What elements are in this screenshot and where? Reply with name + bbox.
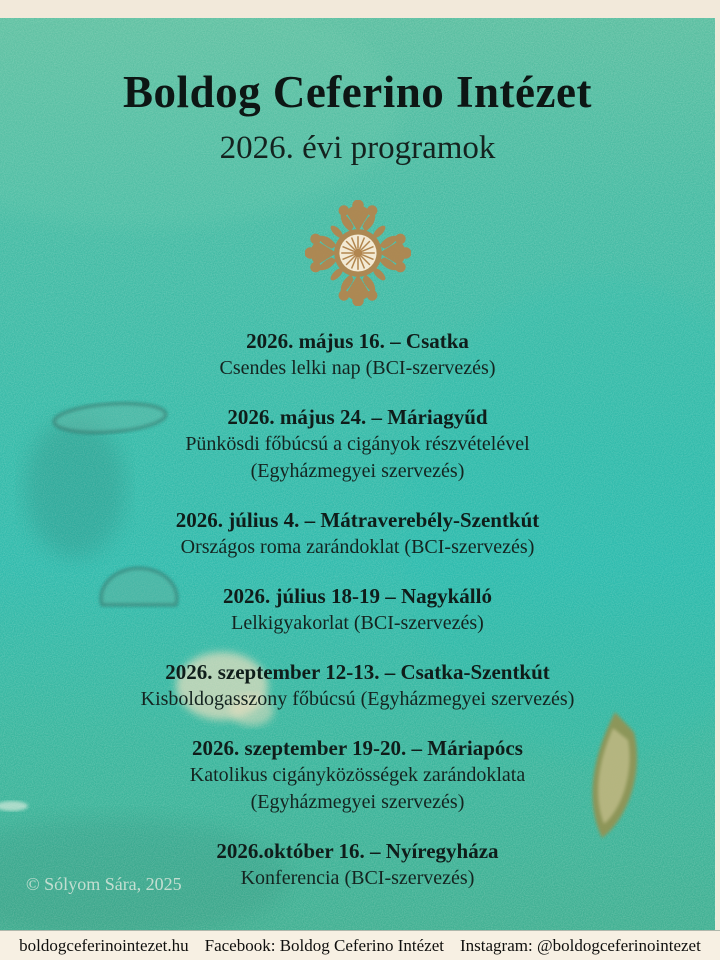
event-list — [0, 328, 715, 892]
event-item — [190, 735, 525, 816]
event-description-line: (Egyházmegyei szervezés) — [250, 791, 465, 813]
footer-instagram: Instagram: @boldogceferinointezet — [460, 935, 701, 955]
romani-wheel-cross-icon — [305, 200, 411, 306]
event-item — [185, 404, 529, 485]
event-date-heading: 2026. július 18-19 – Nagykálló — [223, 584, 492, 608]
event-date-heading: 2026. május 16. – Csatka — [246, 329, 469, 353]
event-item — [223, 583, 492, 637]
cross-emblem — [0, 200, 715, 311]
event-item — [219, 328, 495, 382]
event-description-line: Lelkigyakorlat (BCI-szervezés) — [231, 612, 484, 634]
event-item — [141, 659, 575, 713]
event-item — [176, 507, 540, 561]
event-description-line: (Egyházmegyei szervezés) — [250, 460, 465, 482]
event-description-line: Országos roma zarándoklat (BCI-szervezés) — [180, 536, 535, 558]
event-description-line: Konferencia (BCI-szervezés) — [240, 867, 475, 889]
event-date-heading: 2026. szeptember 19-20. – Máriapócs — [192, 736, 523, 760]
event-date-heading: 2026. július 4. – Mátraverebély-Szentkút — [175, 508, 540, 532]
event-description-line: Kisboldogasszony főbúcsú (Egyházmegyei szervezés) — [140, 688, 575, 710]
footer-facebook: Facebook: Boldog Ceferino Intézet — [204, 935, 444, 955]
event-description-line: Csendes lelki nap (BCI-szervezés) — [219, 357, 496, 379]
photo-credit: © Sólyom Sára, 2025 — [26, 874, 182, 894]
event-date-heading: 2026. május 24. – Máriagyűd — [227, 405, 488, 429]
event-item — [216, 838, 498, 892]
event-date-heading: 2026.október 16. – Nyíregyháza — [216, 839, 499, 863]
event-description-line: Pünkösdi főbúcsú a cigányok részvételével — [185, 433, 530, 455]
event-date-heading: 2026. szeptember 12-13. – Csatka-Szentkút — [165, 660, 550, 684]
footer-bar — [0, 930, 720, 960]
poster-title: Boldog Ceferino Intézet — [123, 67, 592, 117]
event-description-line: Katolikus cigányközösségek zarándoklata — [189, 764, 526, 786]
footer-website: boldogceferinointezet.hu — [19, 935, 189, 955]
poster-subtitle: 2026. évi programok — [219, 130, 496, 166]
